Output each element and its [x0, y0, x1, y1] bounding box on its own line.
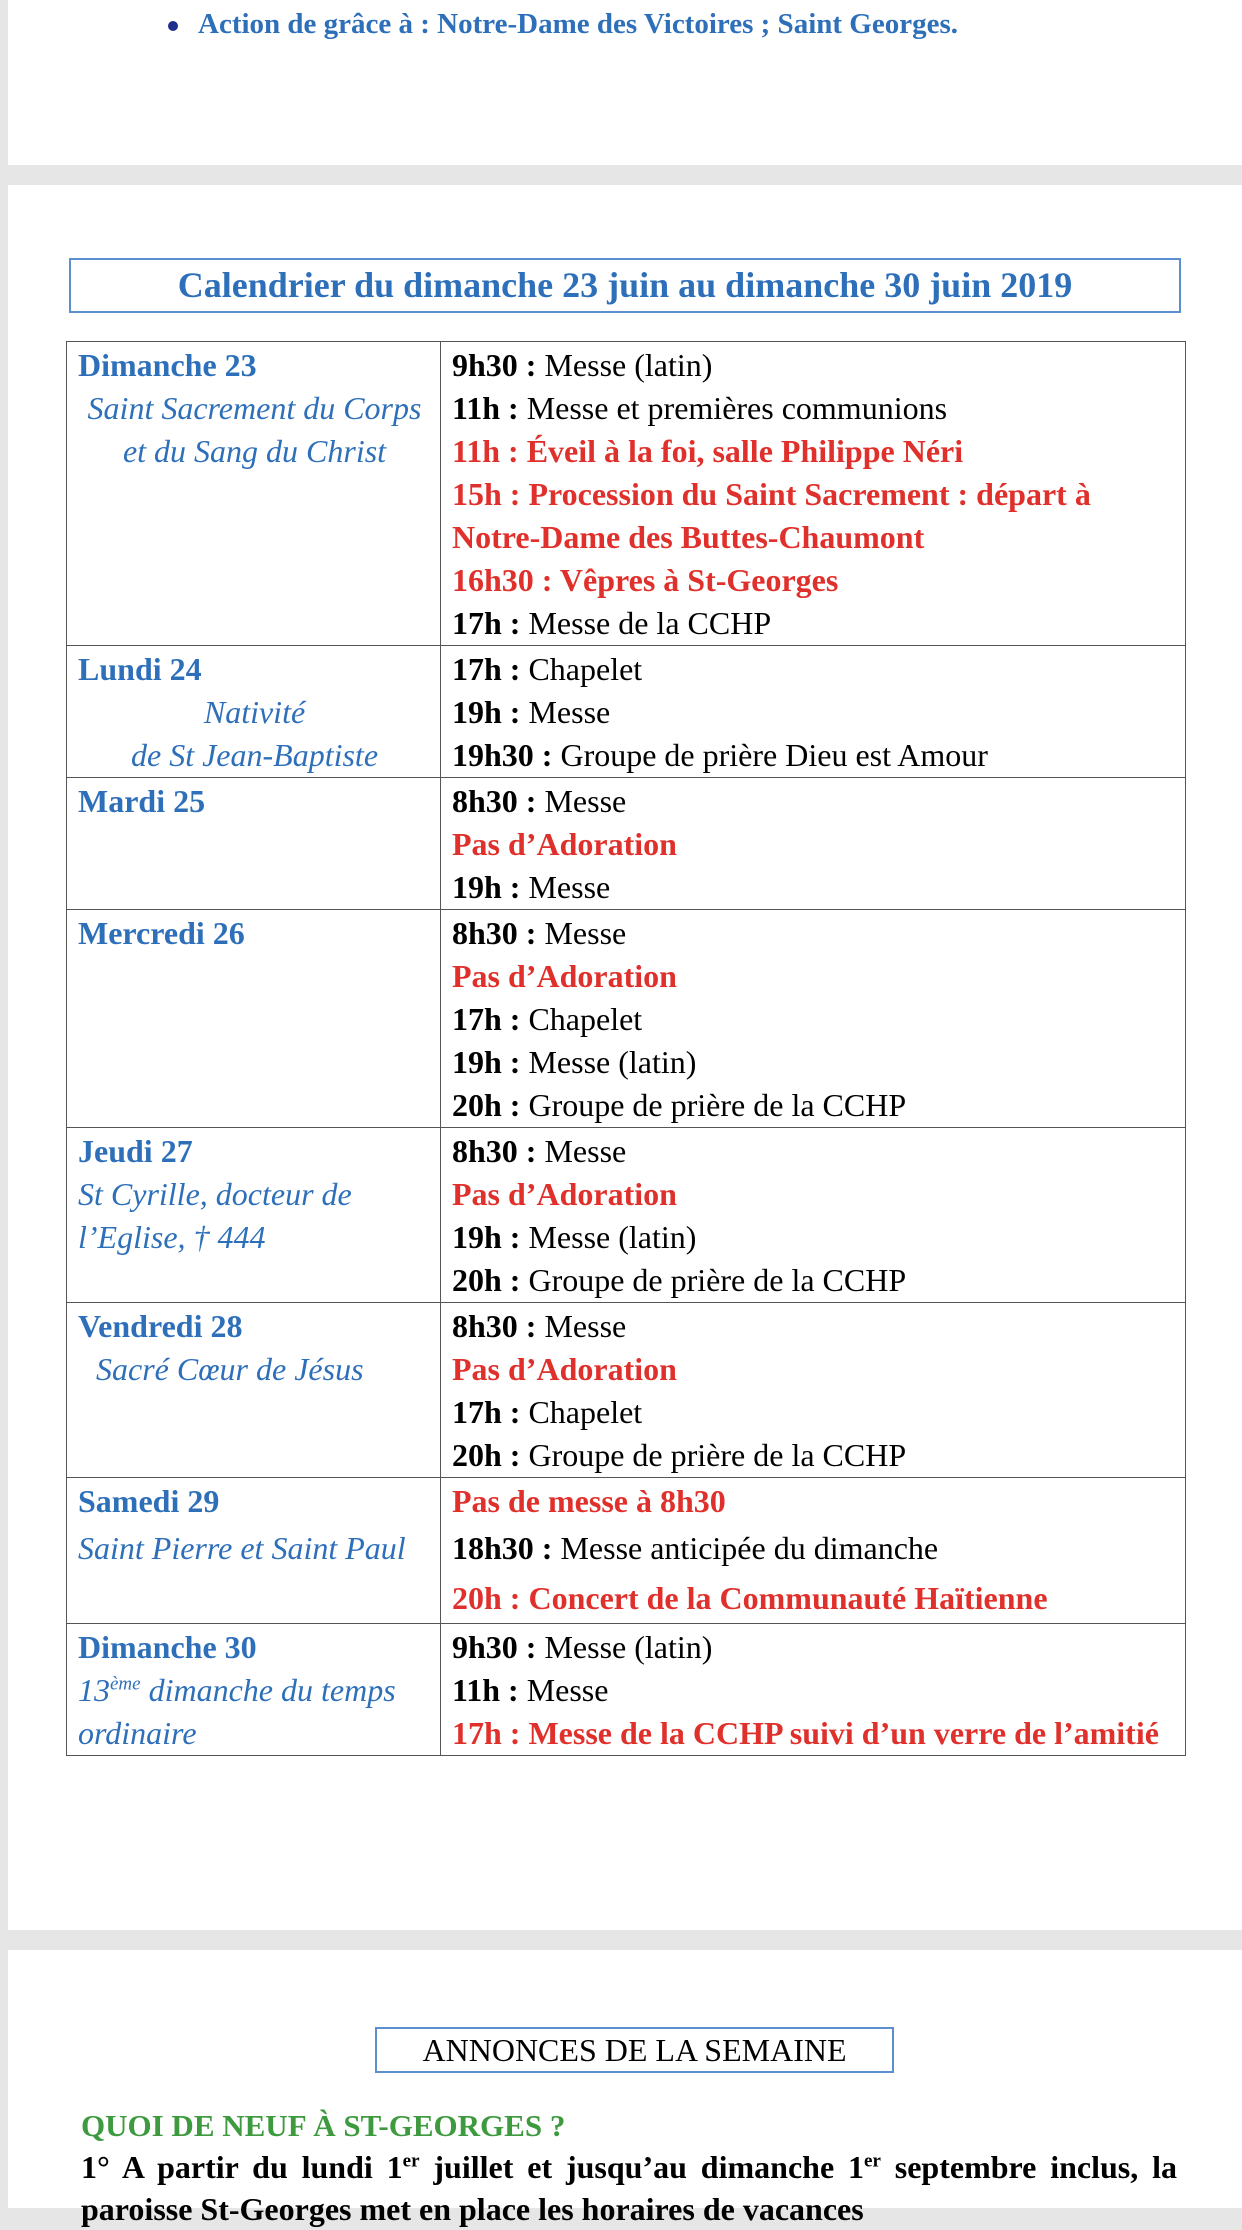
page-calendar — [8, 185, 1242, 1930]
feast-name: de St Jean-Baptiste — [130, 737, 379, 773]
event-item: 20h : Groupe de prière de la CCHP — [452, 1262, 907, 1298]
day-cell — [67, 910, 441, 1128]
calendar-row — [67, 1128, 1186, 1303]
event-item-highlight: 15h : Procession du Saint Sacrement : départ à Notre-Dame des Buttes-Chaumont — [452, 476, 1091, 555]
event-item-highlight: Pas de messe à 8h30 — [452, 1483, 726, 1519]
event-item-highlight: Pas d’Adoration — [452, 826, 677, 862]
event-item: 8h30 : Messe — [452, 1133, 627, 1169]
day-cell — [67, 1128, 441, 1303]
event-item: 17h : Chapelet — [452, 1001, 643, 1037]
feast-name: Nativité — [203, 694, 306, 730]
calendar-title: Calendrier du dimanche 23 juin au dimanche 30 juin 2019 — [69, 258, 1181, 313]
calendar-row — [67, 778, 1186, 910]
event-item-highlight: 11h : Éveil à la foi, salle Philippe Néri — [452, 433, 964, 469]
announcements-subtitle: QUOI DE NEUF À ST-GEORGES ? — [81, 2108, 566, 2143]
feast-name: 13ème dimanche du temps ordinaire — [78, 1672, 396, 1751]
day-cell — [67, 646, 441, 778]
event-item: 9h30 : Messe (latin) — [452, 347, 713, 383]
feast-name: Saint Sacrement du Corps et du Sang du Christ — [87, 390, 422, 469]
day-name: Samedi 29 — [78, 1483, 220, 1519]
day-name: Jeudi 27 — [78, 1133, 193, 1169]
calendar-row — [67, 1303, 1186, 1478]
announcements-title: ANNONCES DE LA SEMAINE — [375, 2027, 894, 2073]
calendar-row — [67, 910, 1186, 1128]
calendar-row — [67, 1624, 1186, 1756]
announcement-paragraph: 1° A partir du lundi 1er juillet et jusqu’au dimanche 1er septembre inclus, la paroisse St-Georges met en place les horaires de vacances — [81, 2149, 1178, 2227]
events-cell — [441, 1624, 1186, 1756]
event-item-highlight: 16h30 : Vêpres à St-Georges — [452, 562, 839, 598]
event-item: 8h30 : Messe — [452, 783, 627, 819]
day-cell — [67, 1478, 441, 1624]
event-item: 11h : Messe — [452, 1672, 609, 1708]
events-cell — [441, 1128, 1186, 1303]
day-cell — [67, 1303, 441, 1478]
action-de-grace-bullet: Action de grâce à : Notre-Dame des Victoires ; Saint Georges. — [198, 8, 958, 40]
day-name: Mercredi 26 — [78, 915, 245, 951]
event-item: 19h30 : Groupe de prière Dieu est Amour — [452, 737, 988, 773]
event-item: 18h30 : Messe anticipée du dimanche — [452, 1530, 939, 1566]
day-name: Vendredi 28 — [78, 1308, 243, 1344]
events-cell — [441, 646, 1186, 778]
day-cell — [67, 1624, 441, 1756]
events-cell — [441, 1303, 1186, 1478]
day-name: Lundi 24 — [78, 651, 202, 687]
event-item: 9h30 : Messe (latin) — [452, 1629, 713, 1665]
day-name: Mardi 25 — [78, 783, 206, 819]
events-cell — [441, 342, 1186, 646]
event-item-highlight: Pas d’Adoration — [452, 1351, 677, 1387]
event-item: 8h30 : Messe — [452, 1308, 627, 1344]
calendar-table — [66, 341, 1186, 1756]
calendar-row — [67, 1478, 1186, 1624]
event-item: 17h : Messe de la CCHP — [452, 605, 772, 641]
event-item: 19h : Messe — [452, 694, 611, 730]
events-cell — [441, 1478, 1186, 1624]
day-name: Dimanche 23 — [78, 347, 257, 383]
calendar-row — [67, 646, 1186, 778]
event-item: 19h : Messe (latin) — [452, 1219, 697, 1255]
page-announcements — [8, 1950, 1242, 2227]
day-cell — [67, 342, 441, 646]
event-item-highlight: 17h : Messe de la CCHP suivi d’un verre de l’amitié — [452, 1715, 1159, 1751]
day-name: Dimanche 30 — [78, 1629, 257, 1665]
event-item: 17h : Chapelet — [452, 1394, 643, 1430]
event-item: 8h30 : Messe — [452, 915, 627, 951]
event-item: 20h : Groupe de prière de la CCHP — [452, 1437, 907, 1473]
event-item: 11h : Messe et premières communions — [452, 390, 948, 426]
event-item: 19h : Messe — [452, 869, 611, 905]
event-item: 19h : Messe (latin) — [452, 1044, 697, 1080]
feast-name: St Cyrille, docteur de l’Eglise, † 444 — [78, 1176, 352, 1255]
feast-name: Saint Pierre et Saint Paul — [78, 1530, 406, 1566]
events-cell — [441, 910, 1186, 1128]
event-item: 17h : Chapelet — [452, 651, 643, 687]
event-item-highlight: Pas d’Adoration — [452, 1176, 677, 1212]
page-previous — [8, 0, 1242, 165]
event-item-highlight: 20h : Concert de la Communauté Haïtienne — [452, 1580, 1048, 1616]
feast-name: Sacré Cœur de Jésus — [96, 1351, 364, 1387]
calendar-row — [67, 342, 1186, 646]
day-cell — [67, 778, 441, 910]
event-item-highlight: Pas d’Adoration — [452, 958, 677, 994]
event-item: 20h : Groupe de prière de la CCHP — [452, 1087, 907, 1123]
events-cell — [441, 778, 1186, 910]
